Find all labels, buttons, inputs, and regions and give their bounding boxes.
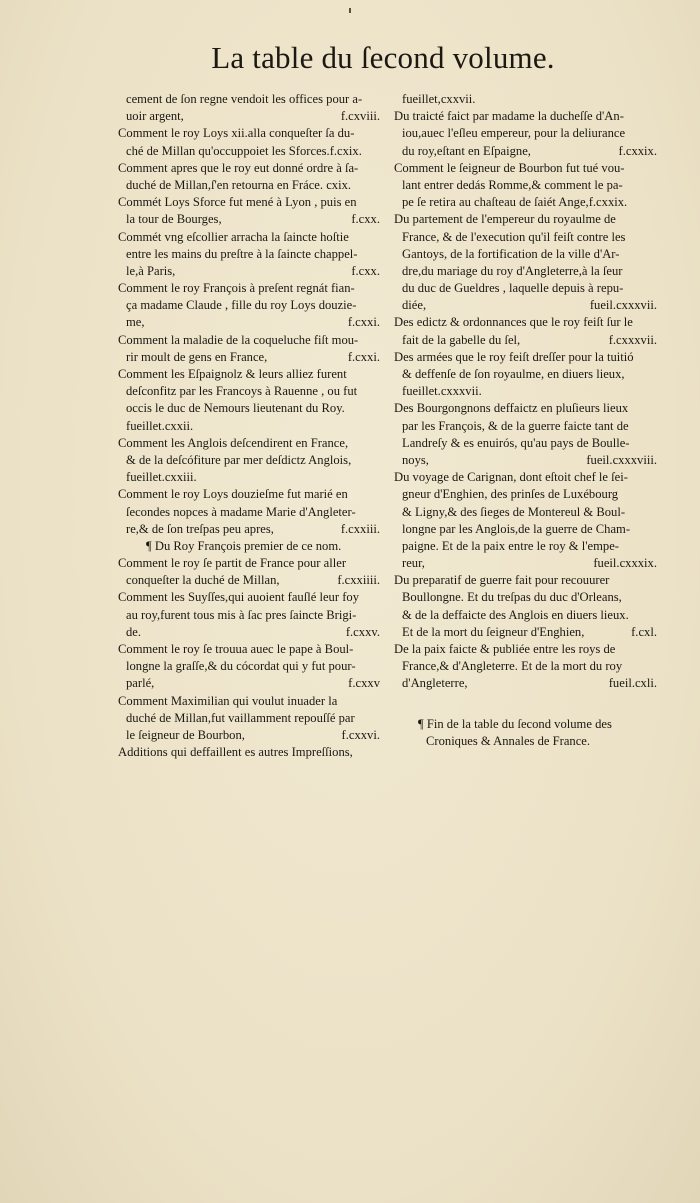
index-line — [118, 521, 380, 538]
index-line-text: Comment le roy Loys xii.alla conqueſter ſa du- — [118, 126, 355, 141]
index-line — [394, 486, 657, 503]
folio-reference: f.cxxi. — [347, 315, 380, 330]
index-line-text: Comment apres que le roy eut donné ordre à ſa- — [118, 160, 359, 175]
right-column — [394, 91, 657, 693]
index-line-text: longne par les Anglois,de la guerre de Cham- — [402, 521, 631, 536]
index-line-text: au roy,furent tous mis à ſac pres ſaincte Brigi- — [126, 607, 357, 622]
index-line-text: le ſeigneur de Bourbon, — [126, 727, 245, 742]
index-line — [118, 624, 380, 641]
index-line-text: par les François, & de la guerre faicte tant de — [402, 418, 629, 433]
index-line — [118, 572, 380, 589]
index-line — [394, 366, 657, 383]
index-line-text: de. — [126, 624, 142, 639]
index-line-text: du roy,eſtant en Eſpaigne, — [402, 143, 531, 158]
index-line — [394, 91, 657, 108]
index-line — [394, 246, 657, 263]
index-line-text: Commét vng eſcollier arracha la ſaincte hoſtie — [118, 229, 349, 244]
index-line-text: fueillet,cxxvii. — [402, 92, 476, 106]
index-line — [394, 658, 657, 675]
folio-reference: f.cxxvi. — [341, 727, 380, 742]
index-line — [394, 229, 657, 246]
folio-reference: f.cxxiii. — [340, 521, 380, 536]
index-line — [118, 400, 380, 417]
folio-reference: fueil.cxxxvii. — [589, 298, 657, 313]
index-line-text: France, & de l'execution qu'il feiſt contre les — [402, 229, 626, 244]
index-line-text: Comment le roy ſe trouua auec le pape à Boul- — [118, 642, 354, 656]
index-line — [118, 469, 380, 486]
index-line-text: entre les mains du preſtre à la ſaincte chappel- — [126, 246, 358, 261]
index-line — [394, 555, 657, 572]
index-line — [118, 641, 380, 658]
closing-line-1: ¶ Fin de la table du ſecond volume des — [418, 717, 612, 731]
index-line-text: d'Angleterre, — [402, 676, 468, 691]
index-line — [118, 366, 380, 383]
index-line — [394, 452, 657, 469]
index-line — [394, 675, 657, 692]
index-line-text: longne la graſſe,& du cócordat qui y fut pour- — [126, 659, 356, 674]
folio-reference: f.cxxv. — [345, 624, 380, 639]
index-line-text: Comment la maladie de la coqueluche fiſt mou- — [118, 332, 359, 347]
index-line — [394, 589, 657, 606]
index-line — [394, 624, 657, 641]
index-line — [118, 125, 380, 142]
index-line — [394, 469, 657, 486]
index-line — [118, 555, 380, 572]
index-line — [394, 160, 657, 177]
index-line-text: noys, — [402, 452, 429, 467]
index-line-text: fueillet.cxxiii. — [126, 470, 197, 485]
index-line-text: Et de la mort du ſeigneur d'Enghien, — [402, 624, 585, 639]
index-line — [118, 314, 380, 331]
index-line-text: France,& d'Angleterre. Et de la mort du roy — [402, 659, 623, 674]
index-line-text: Gantoys, de la fortification de la ville d'Ar- — [402, 246, 620, 261]
index-line-text: conqueſter la duché de Millan, — [126, 573, 280, 588]
index-line — [118, 418, 380, 435]
index-line — [118, 658, 380, 675]
index-line — [394, 108, 657, 125]
index-line — [394, 418, 657, 435]
index-line — [394, 177, 657, 194]
index-line-text: gneur d'Enghien, des prinſes de Luxébourg — [402, 487, 619, 502]
index-line-text: Comment Maximilian qui voulut inuader la — [118, 693, 338, 708]
index-line-text: Des edictz & ordonnances que le roy feiſt ſur le — [394, 315, 633, 330]
index-line-text: rir moult de gens en France, — [126, 349, 268, 364]
index-line-text: deſconfitz par les Francoys à Rauenne , ou fut — [126, 384, 358, 399]
index-line-text: Commét Loys Sforce fut mené à Lyon , puis en — [118, 195, 357, 210]
index-line — [118, 297, 380, 314]
index-line — [394, 538, 657, 555]
index-line-text: De la paix faicte & publiée entre les roys de — [394, 642, 616, 656]
closing-note — [418, 716, 678, 750]
index-line-text: parlé, — [126, 676, 155, 691]
index-line-text: ça madame Claude , fille du roy Loys douzie- — [126, 298, 357, 313]
index-line — [118, 486, 380, 503]
index-line-text: cement de ſon regne vendoit les offices pour a- — [126, 92, 363, 106]
index-line-text: Boullongne. Et du treſpas du duc d'Orleans, — [402, 590, 622, 605]
folio-reference: f.cxxv — [348, 676, 380, 691]
index-line — [118, 160, 380, 177]
folio-reference: fueil.cxxxix. — [593, 556, 657, 571]
index-line — [394, 280, 657, 297]
index-line — [118, 538, 380, 555]
index-line — [394, 504, 657, 521]
index-line-text: & deffenſe de ſon royaulme, en diuers lieux, — [402, 367, 625, 381]
index-line-text: le,à Paris, — [126, 263, 176, 278]
index-line-text: Des armées que le roy feiſt dreſſer pour la tuitió — [394, 349, 634, 364]
index-line — [118, 246, 380, 263]
index-line-text: ¶ Du Roy François premier de ce nom. — [146, 538, 342, 553]
index-line-text: & de la deffaicte des Anglois en diuers lieux. — [402, 607, 629, 622]
index-line-text: Comment le roy François à preſent regnát fian- — [118, 281, 355, 296]
index-line — [118, 229, 380, 246]
index-line-text: duché de Millan,ſ'en retourna en Fráce. cxix. — [126, 177, 352, 192]
index-line-text: reur, — [402, 556, 425, 571]
index-line — [394, 297, 657, 314]
index-line — [118, 744, 380, 761]
index-line-text: Du voyage de Carignan, dont eſtoit chef le ſei- — [394, 470, 628, 485]
index-line — [118, 504, 380, 521]
index-line-text: diée, — [402, 298, 427, 313]
index-line-text: Des Bourgongnons deffaictz en pluſieurs lieux — [394, 401, 629, 416]
index-line-text: Comment le roy Loys douzieſme fut marié en — [118, 487, 348, 502]
index-line — [394, 349, 657, 366]
index-line — [394, 194, 657, 211]
index-line — [394, 607, 657, 624]
index-line-text: dre,du mariage du roy d'Angleterre,à la ſeur — [402, 263, 623, 278]
index-line — [394, 332, 657, 349]
index-line — [118, 349, 380, 366]
index-line — [118, 108, 380, 125]
index-line — [118, 263, 380, 280]
index-line — [118, 710, 380, 727]
index-line — [394, 572, 657, 589]
index-line — [118, 177, 380, 194]
index-line — [118, 727, 380, 744]
index-line-text: Du traicté faict par madame la ducheſſe d'An- — [394, 109, 624, 124]
index-line-text: uoir argent, — [126, 109, 184, 124]
index-line-text: Comment les Anglois deſcendirent en France, — [118, 435, 349, 450]
folio-reference: f.cxxix. — [618, 143, 657, 158]
folio-reference: f.cxx. — [351, 212, 380, 227]
index-line-text: Du partement de l'empereur du royaulme de — [394, 212, 616, 227]
index-line-text: Additions qui deffaillent es autres Impreſſions, — [118, 745, 353, 760]
folio-reference: f.cxx. — [351, 263, 380, 278]
index-line — [118, 383, 380, 400]
index-line — [118, 435, 380, 452]
index-line — [394, 435, 657, 452]
index-line — [118, 211, 380, 228]
index-line — [394, 383, 657, 400]
index-line — [394, 125, 657, 142]
index-line — [118, 607, 380, 624]
index-line — [394, 263, 657, 280]
index-line — [118, 589, 380, 606]
index-line-text: ſecondes nopces à madame Marie d'Angleter- — [126, 504, 356, 519]
index-line-text: re,& de ſon treſpas peu apres, — [126, 521, 274, 536]
index-line-text: Comment le roy ſe partit de France pour aller — [118, 556, 347, 571]
folio-reference: f.cxxxvii. — [608, 332, 657, 347]
index-line-text: du duc de Gueldres , laquelle depuis à repu- — [402, 281, 624, 296]
index-line — [394, 211, 657, 228]
index-line — [118, 693, 380, 710]
index-line — [394, 521, 657, 538]
index-line-text: duché de Millan,fut vaillamment repouſſé par — [126, 710, 355, 725]
index-line-text: occis le duc de Nemours lieutenant du Roy. — [126, 401, 345, 416]
index-line-text: & de la deſcófiture par mer deſdictz Anglois, — [126, 452, 352, 467]
folio-reference: f.cxxiiii. — [337, 573, 380, 588]
index-line-text: ché de Millan qu'occuppoiet les Sforces.f.cxix. — [126, 143, 362, 158]
folio-reference: fueil.cxxxviii. — [586, 452, 657, 467]
closing-line-2: Croniques & Annales de France. — [426, 734, 591, 748]
index-line-text: pe ſe retira au chaſteau de ſaiét Ange,f.cxxix. — [402, 195, 628, 210]
left-column — [118, 91, 380, 761]
index-line — [118, 91, 380, 108]
index-line-text: fueillet.cxxii. — [126, 418, 194, 433]
index-line-text: Comment le ſeigneur de Bourbon fut tué vou- — [394, 160, 625, 175]
index-line — [118, 452, 380, 469]
index-line-text: fait de la gabelle du ſel, — [402, 332, 521, 347]
folio-reference: fueil.cxli. — [608, 676, 657, 691]
index-line-text: me, — [126, 315, 145, 330]
folio-reference: f.cxviii. — [340, 109, 380, 124]
index-line-text: lant entrer dedás Romme,& comment le pa- — [402, 177, 623, 192]
page-mark — [349, 8, 351, 13]
index-line — [118, 280, 380, 297]
index-line — [394, 400, 657, 417]
index-line-text: Landreſy & es enuirós, qu'au pays de Boulle- — [402, 435, 630, 450]
index-line-text: paigne. Et de la paix entre le roy & l'empe- — [402, 538, 619, 553]
index-line — [394, 143, 657, 160]
index-line — [118, 332, 380, 349]
folio-reference: f.cxxi. — [347, 349, 380, 364]
index-line-text: iou,auec l'eſleu empereur, pour la deliurance — [402, 126, 626, 141]
page-title: La table du ſecond volume. — [211, 40, 555, 75]
index-line-text: fueillet.cxxxvii. — [402, 384, 482, 399]
index-line-text: & Ligny,& des ſieges de Montereul & Boul- — [402, 504, 626, 519]
index-line — [118, 143, 380, 160]
index-line — [394, 314, 657, 331]
index-line — [118, 675, 380, 692]
index-line-text: Comment les Suyſſes,qui auoient fauſlé leur foy — [118, 590, 359, 605]
index-line-text: Du preparatif de guerre fait pour recouurer — [394, 573, 610, 588]
index-line-text: Comment les Eſpaignolz & leurs alliez furent — [118, 367, 347, 381]
index-line-text: la tour de Bourges, — [126, 212, 222, 227]
index-line — [394, 641, 657, 658]
folio-reference: f.cxl. — [631, 624, 657, 639]
index-line — [118, 194, 380, 211]
